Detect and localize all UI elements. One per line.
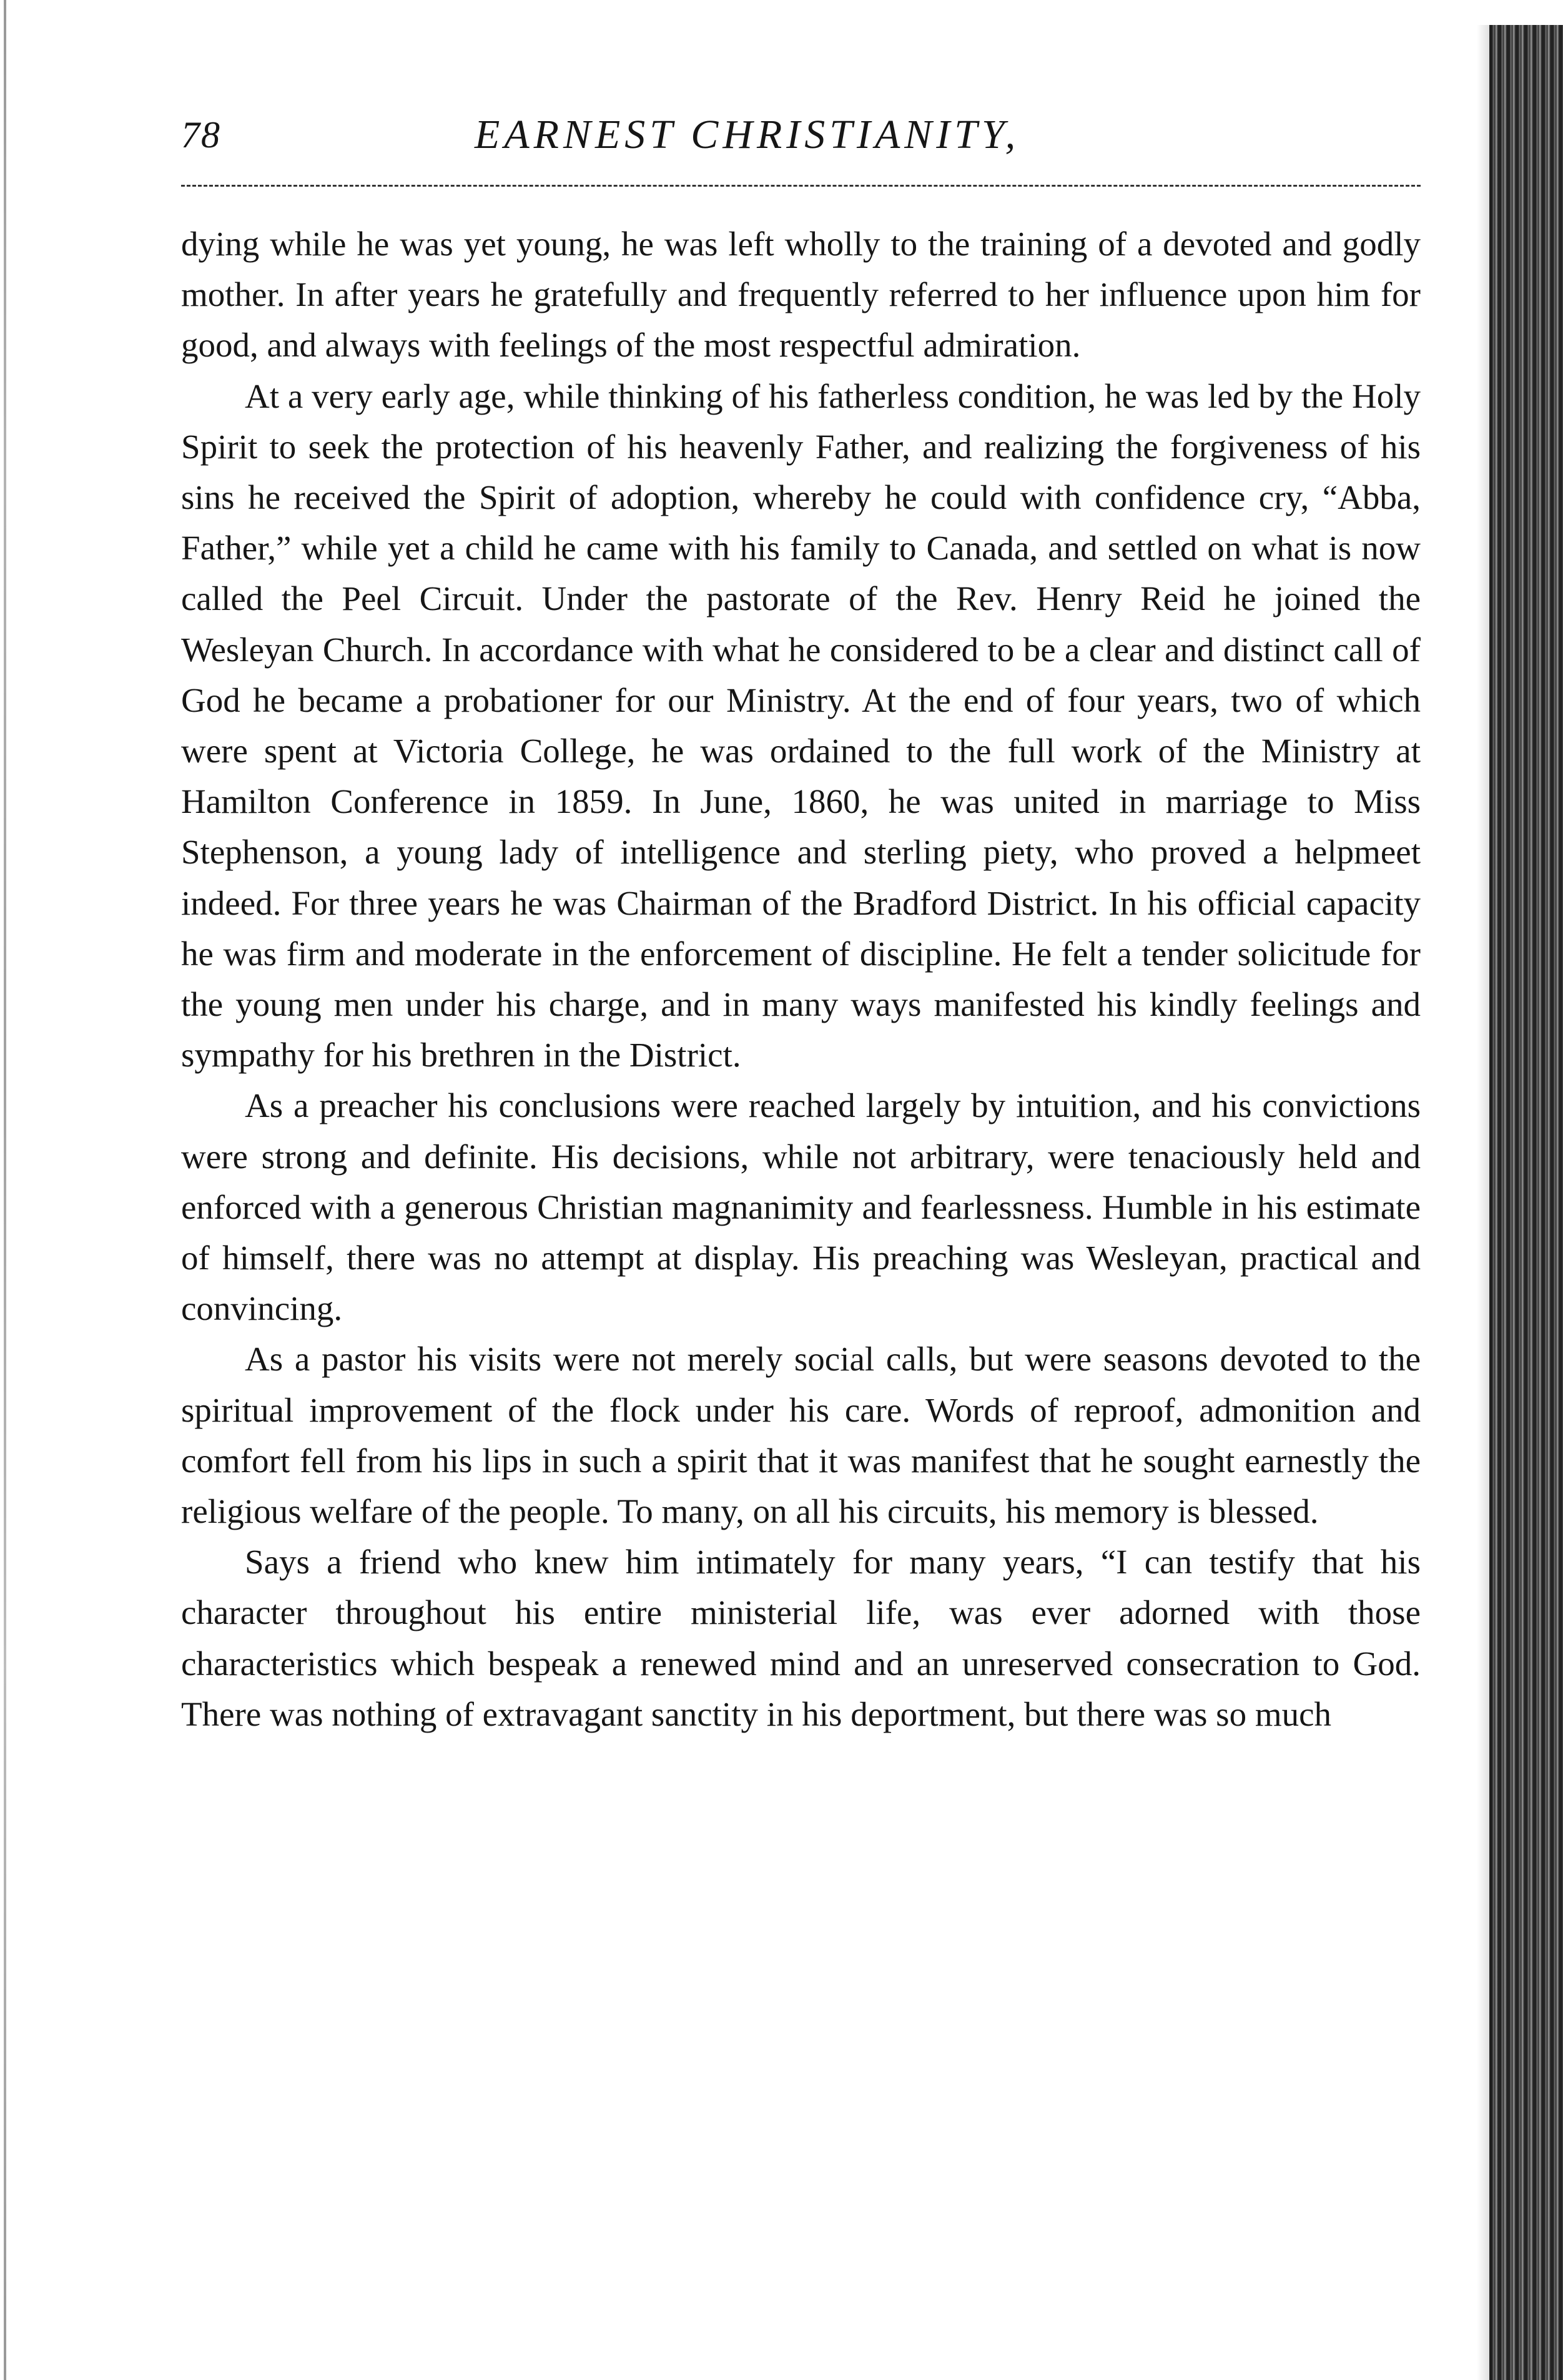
scan-left-edge <box>4 0 6 2380</box>
running-title: EARNEST CHRISTIANITY, <box>475 112 1020 157</box>
paragraph: At a very early age, while thinking of his fatherless condition, he was led by the Holy Spirit to seek the protection of his heavenly Father, and realizing the forgiveness of his sins he received the Spirit of adoption, whereby he could with confidence cry, “Abba, Father,” while yet a child he came with his family to Canada, and settled on what is now called the Peel Circuit. Under the pastorate of the Rev. Henry Reid he joined the Wesleyan Church. In accordance with what he considered to be a clear and distinct call of God he became a probationer for our Ministry. At the end of four years, two of which were spent at Victoria College, he was ordained to the full work of the Ministry at Hamilton Conference in 1859. In June, 1860, he was united in marriage to Miss Stephenson, a young lady of intelligence and sterling piety, who proved a helpmeet indeed. For three years he was Chairman of the Bradford District. In his official capacity he was firm and moderate in the enforcement of discipline. He felt a tender solicitude for the young men under his charge, and in many ways manifested his kindly feelings and sympathy for his brethren in the District. <box>181 376 1421 1074</box>
paragraph: Says a friend who knew him intimately for many years, “I can testify that his character throughout his entire ministerial life, was ever adorned with those characteristics which bespeak a renewed mind and an unreserved consecration to God. There was nothing of extravagant sanctity in his deportment, but there was so much <box>181 1543 1421 1733</box>
page-number: 78 <box>181 114 221 155</box>
header-rule <box>181 185 1421 187</box>
page-header <box>181 100 1424 162</box>
scan-right-edge <box>1489 25 1563 2380</box>
paragraph-continued: dying while he was yet young, he was left wholly to the training of a devoted and godly mother. In after years he gratefully and frequently referred to her influence upon him for good, and always with feelings of the most respectful admiration. <box>181 225 1421 365</box>
paragraph: As a preacher his conclusions were reached largely by intuition, and his convictions were strong and definite. His decisions, while not arbitrary, were tenaciously held and enforced with a generous Christian magnanimity and fearlessness. Humble in his estimate of himself, there was no attempt at display. His preaching was Wesleyan, practical and convincing. <box>181 1086 1421 1328</box>
paragraph: As a pastor his visits were not merely social calls, but were seasons devoted to the spiritual improvement of the flock under his care. Words of reproof, admonition and comfort fell from his lips in such a spirit that it was manifest that he sought earnestly the religious welfare of the people. To many, on all his circuits, his memory is blessed. <box>181 1340 1421 1531</box>
body-text <box>181 219 1421 1739</box>
